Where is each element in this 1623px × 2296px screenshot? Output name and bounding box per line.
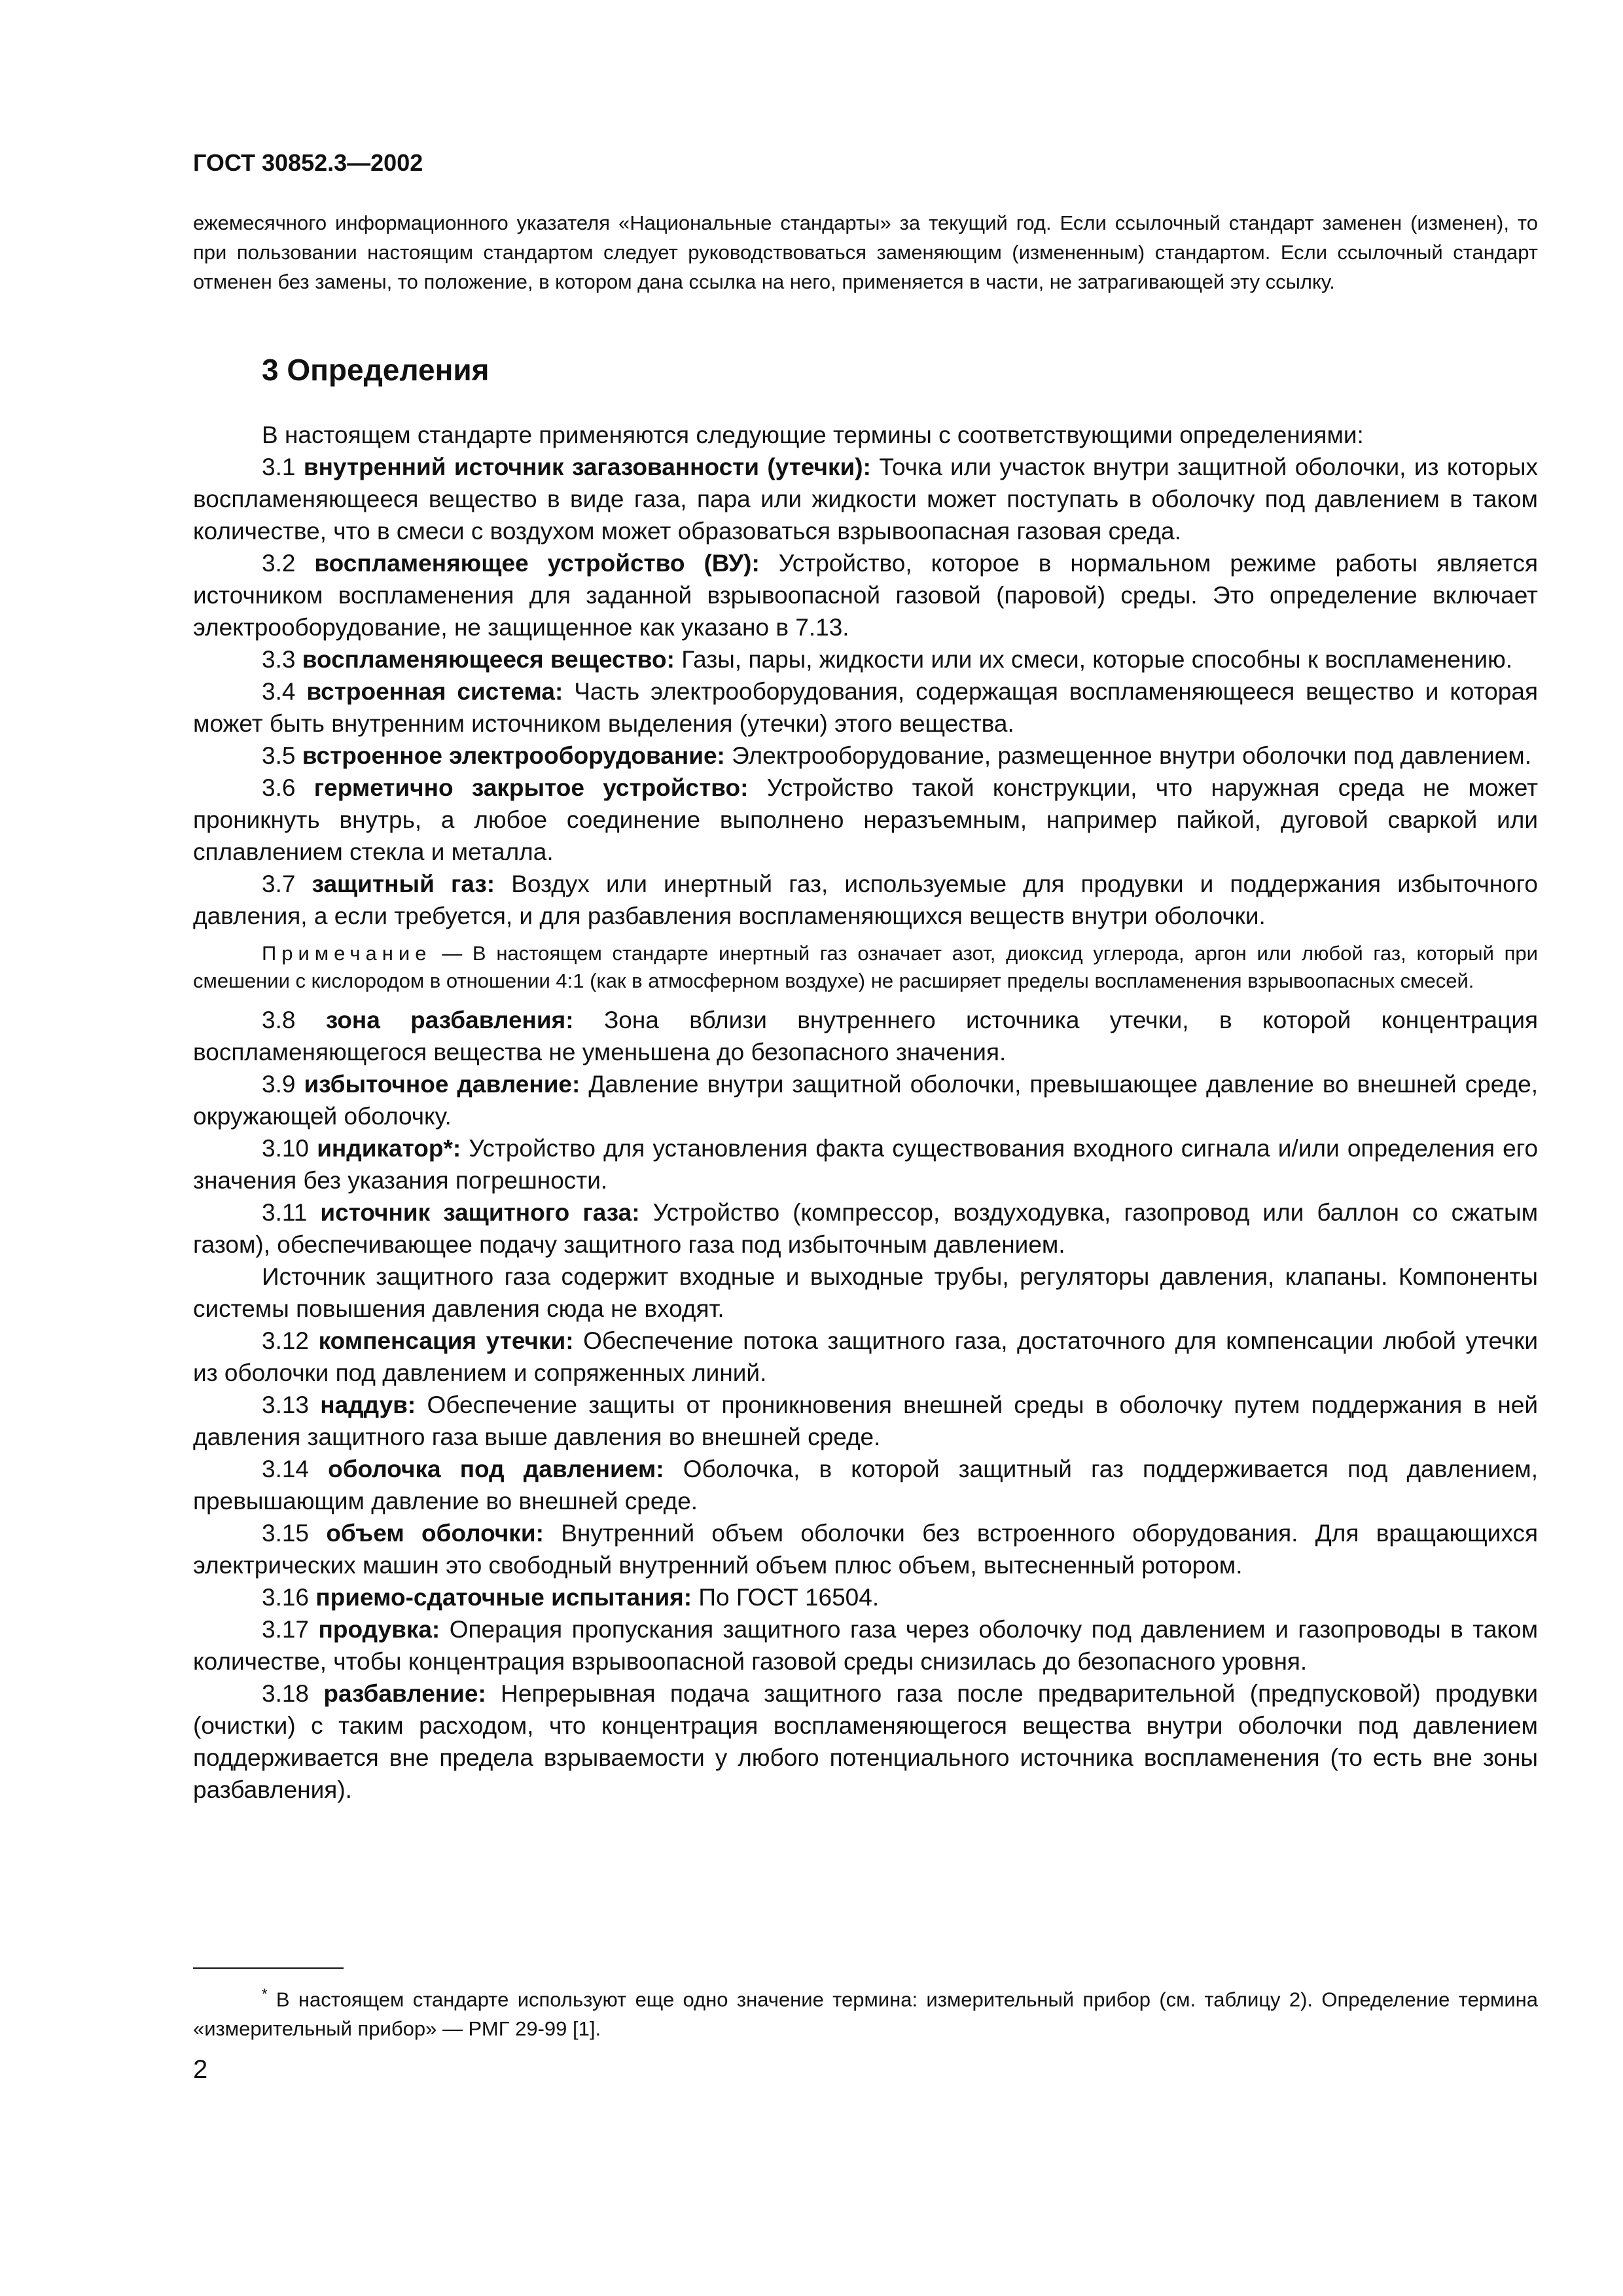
footnote-mark: * bbox=[262, 1986, 268, 2002]
extra-paragraph: Источник защитного газа содержит входные и выходные трубы, регуляторы давления, клапаны. Компоненты системы повышения давления сюда не входят. bbox=[193, 1263, 1538, 1322]
term-text: Устройство, которое в нормальном режиме работы является источником воспламенения для заданной взрывоопасной газовой (паровой) среды. Это определение включает электрооборудование, не защищенное как указано в 7.13. bbox=[193, 550, 1538, 641]
term-name: разбавление: bbox=[323, 1680, 486, 1707]
term-number: 3.14 bbox=[262, 1456, 310, 1482]
term-name: объем оболочки: bbox=[326, 1520, 544, 1547]
term-text: Часть электрооборудования, содержащая воспламеняющееся вещество и которая может быть внутренним источником выделения (утечки) этого вещества. bbox=[193, 678, 1539, 737]
term-name: наддув: bbox=[320, 1391, 416, 1418]
term-definition bbox=[193, 1389, 1538, 1453]
term-text: Давление внутри защитной оболочки, превышающее давление во внешней среде, окружающей оболочку. bbox=[193, 1071, 1538, 1130]
term-name: приемо-сдаточные испытания: bbox=[315, 1584, 692, 1611]
term-text: Устройство такой конструкции, что наружная среда не может проникнуть внутрь, а любое соединение выполнено неразъемным, например пайкой, дуговой сваркой или сплавлением стекла и металла. bbox=[193, 774, 1539, 865]
term-definition bbox=[193, 547, 1538, 643]
footnote bbox=[193, 1979, 1538, 2043]
term-name: защитный газ: bbox=[312, 870, 495, 897]
term-number: 3.2 bbox=[262, 550, 296, 577]
term-number: 3.10 bbox=[262, 1135, 310, 1162]
term-number: 3.3 bbox=[262, 646, 296, 673]
term-text: Точка или участок внутри защитной оболочки, из которых воспламеняющееся вещество в виде газа, пара или жидкости может поступать в оболочку под давлением в таком количестве, что в смеси с воздухом может образоваться взрывоопасная газовая среда. bbox=[193, 454, 1539, 545]
term-definition bbox=[193, 451, 1538, 547]
term-text: Операция пропускания защитного газа через оболочку под давлением и газопроводы в таком количестве, чтобы концентрация взрывоопасной газовой среды снизилась до безопасного уровня. bbox=[193, 1616, 1539, 1675]
term-text: Зона вблизи внутреннего источника утечки, в которой концентрация воспламеняющегося вещества не уменьшена до безопасного значения. bbox=[193, 1007, 1539, 1066]
term-number: 3.6 bbox=[262, 774, 296, 801]
term-number: 3.11 bbox=[262, 1199, 308, 1226]
term-definition bbox=[193, 1004, 1538, 1068]
term-name: источник защитного газа: bbox=[320, 1199, 640, 1226]
term-text: Устройство для установления факта существования входного сигнала и/или определения его значения без указания погрешности. bbox=[193, 1135, 1539, 1194]
section-title: 3 Определения bbox=[262, 353, 490, 387]
term-number: 3.9 bbox=[262, 1071, 296, 1098]
term-text: Устройство (компрессор, воздуходувка, газопровод или баллон со сжатым газом), обеспечивающее подачу защитного газа под избыточным давлением. bbox=[193, 1199, 1539, 1258]
term-name: оболочка под давлением: bbox=[328, 1456, 664, 1482]
term-number: 3.1 bbox=[262, 454, 296, 480]
footnote-text: В настоящем стандарте используют еще одно значение термина: измерительный прибор (см. таблицу 2). Определение термина «измерительный прибор» — РМГ 29-99 [1]. bbox=[193, 1988, 1538, 2041]
term-name: встроенная система: bbox=[306, 678, 563, 705]
term-number: 3.17 bbox=[262, 1616, 310, 1643]
term-name: внутренний источник загазованности (утечки): bbox=[303, 454, 871, 480]
term-number: 3.5 bbox=[262, 742, 296, 769]
term-definition bbox=[193, 1068, 1538, 1132]
page-number: 2 bbox=[193, 2055, 208, 2084]
note-text: — В настоящем стандарте инертный газ означает азот, диоксид углерода, аргон или любой газ, который при смешении с кислородом в отношении 4:1 (как в атмосферном воздухе) не расширяет пределы воспламенения взрывоопасных смесей. bbox=[193, 942, 1538, 992]
term-name: встроенное электрооборудование: bbox=[302, 742, 725, 769]
term-definition bbox=[193, 740, 1538, 772]
term-definition bbox=[193, 1677, 1538, 1806]
term-number: 3.12 bbox=[262, 1327, 310, 1354]
term-definition bbox=[193, 1453, 1538, 1517]
term-definition bbox=[193, 772, 1538, 868]
section-body bbox=[193, 419, 1538, 1806]
term-name: компенсация утечки: bbox=[318, 1327, 574, 1354]
term-number: 3.13 bbox=[262, 1391, 310, 1418]
term-number: 3.7 bbox=[262, 870, 296, 897]
standard-id: ГОСТ 30852.3—2002 bbox=[193, 149, 423, 176]
note bbox=[193, 940, 1538, 995]
term-definition bbox=[193, 1517, 1538, 1581]
term-name: избыточное давление: bbox=[304, 1071, 580, 1098]
term-text: Оболочка, в которой защитный газ поддерживается под давлением, превышающим давление во внешней среде. bbox=[193, 1456, 1539, 1515]
term-name: индикатор*: bbox=[317, 1135, 461, 1162]
term-number: 3.18 bbox=[262, 1680, 310, 1707]
term-text: По ГОСТ 16504. bbox=[698, 1584, 880, 1611]
term-text: Обеспечение защиты от проникновения внешней среды в оболочку путем поддержания в ней давления защитного газа выше давления во внешней среде. bbox=[193, 1391, 1539, 1450]
term-name: герметично закрытое устройство: bbox=[313, 774, 749, 801]
term-number: 3.4 bbox=[262, 678, 296, 705]
term-name: зона разбавления: bbox=[325, 1007, 574, 1033]
term-definition bbox=[193, 1581, 1538, 1613]
term-name: продувка: bbox=[318, 1616, 440, 1643]
terms-list bbox=[193, 1325, 1538, 1806]
term-definition bbox=[193, 1196, 1538, 1261]
section-lead: В настоящем стандарте применяются следующие термины с соответствующими определениями: bbox=[262, 422, 1364, 448]
term-definition bbox=[193, 675, 1538, 740]
terms-list bbox=[193, 451, 1538, 932]
term-name: воспламеняющееся вещество: bbox=[302, 646, 675, 673]
term-definition bbox=[193, 1325, 1538, 1389]
term-number: 3.8 bbox=[262, 1007, 296, 1033]
terms-list bbox=[193, 1004, 1538, 1261]
term-definition bbox=[193, 643, 1538, 675]
term-text: Электрооборудование, размещенное внутри оболочки под давлением. bbox=[732, 742, 1532, 769]
intro-paragraph: ежемесячного информационного указателя «Национальные стандарты» за текущий год. Если ссылочный стандарт заменен (изменен), то при пользовании настоящим стандартом следует руководствоваться заменяющим (измененным) стандартом. Если ссылочный стандарт отменен без замены, то положение, в котором дана ссылка на него, применяется в части, не затрагивающей эту ссылку. bbox=[193, 211, 1538, 293]
term-text: Внутренний объем оболочки без встроенного оборудования. Для вращающихся электрических машин это свободный внутренний объем плюс объем, вытесненный ротором. bbox=[193, 1520, 1539, 1579]
term-definition bbox=[193, 1132, 1538, 1196]
term-number: 3.16 bbox=[262, 1584, 310, 1611]
term-text: Непрерывная подача защитного газа после предварительной (предпусковой) продувки (очистки) с таким расходом, что концентрация воспламеняющегося вещества внутри оболочки под давлением поддерживается вне предела взрываемости у любого потенциального источника воспламенения (то есть вне зоны разбавления). bbox=[193, 1680, 1538, 1803]
footnote-rule bbox=[193, 1967, 344, 1969]
term-text: Воздух или инертный газ, используемые для продувки и поддержания избыточного давления, а если требуется, и для разбавления воспламеняющихся веществ внутри оболочки. bbox=[193, 870, 1538, 929]
term-definition bbox=[193, 868, 1538, 932]
term-number: 3.15 bbox=[262, 1520, 310, 1547]
term-name: воспламеняющее устройство (ВУ): bbox=[314, 550, 760, 577]
term-definition bbox=[193, 1613, 1538, 1677]
note-label: Примечание bbox=[262, 942, 432, 965]
term-text: Обеспечение потока защитного газа, достаточного для компенсации любой утечки из оболочки под давлением и сопряженных линий. bbox=[193, 1327, 1538, 1386]
term-text: Газы, пары, жидкости или их смеси, которые способны к воспламенению. bbox=[681, 646, 1513, 673]
